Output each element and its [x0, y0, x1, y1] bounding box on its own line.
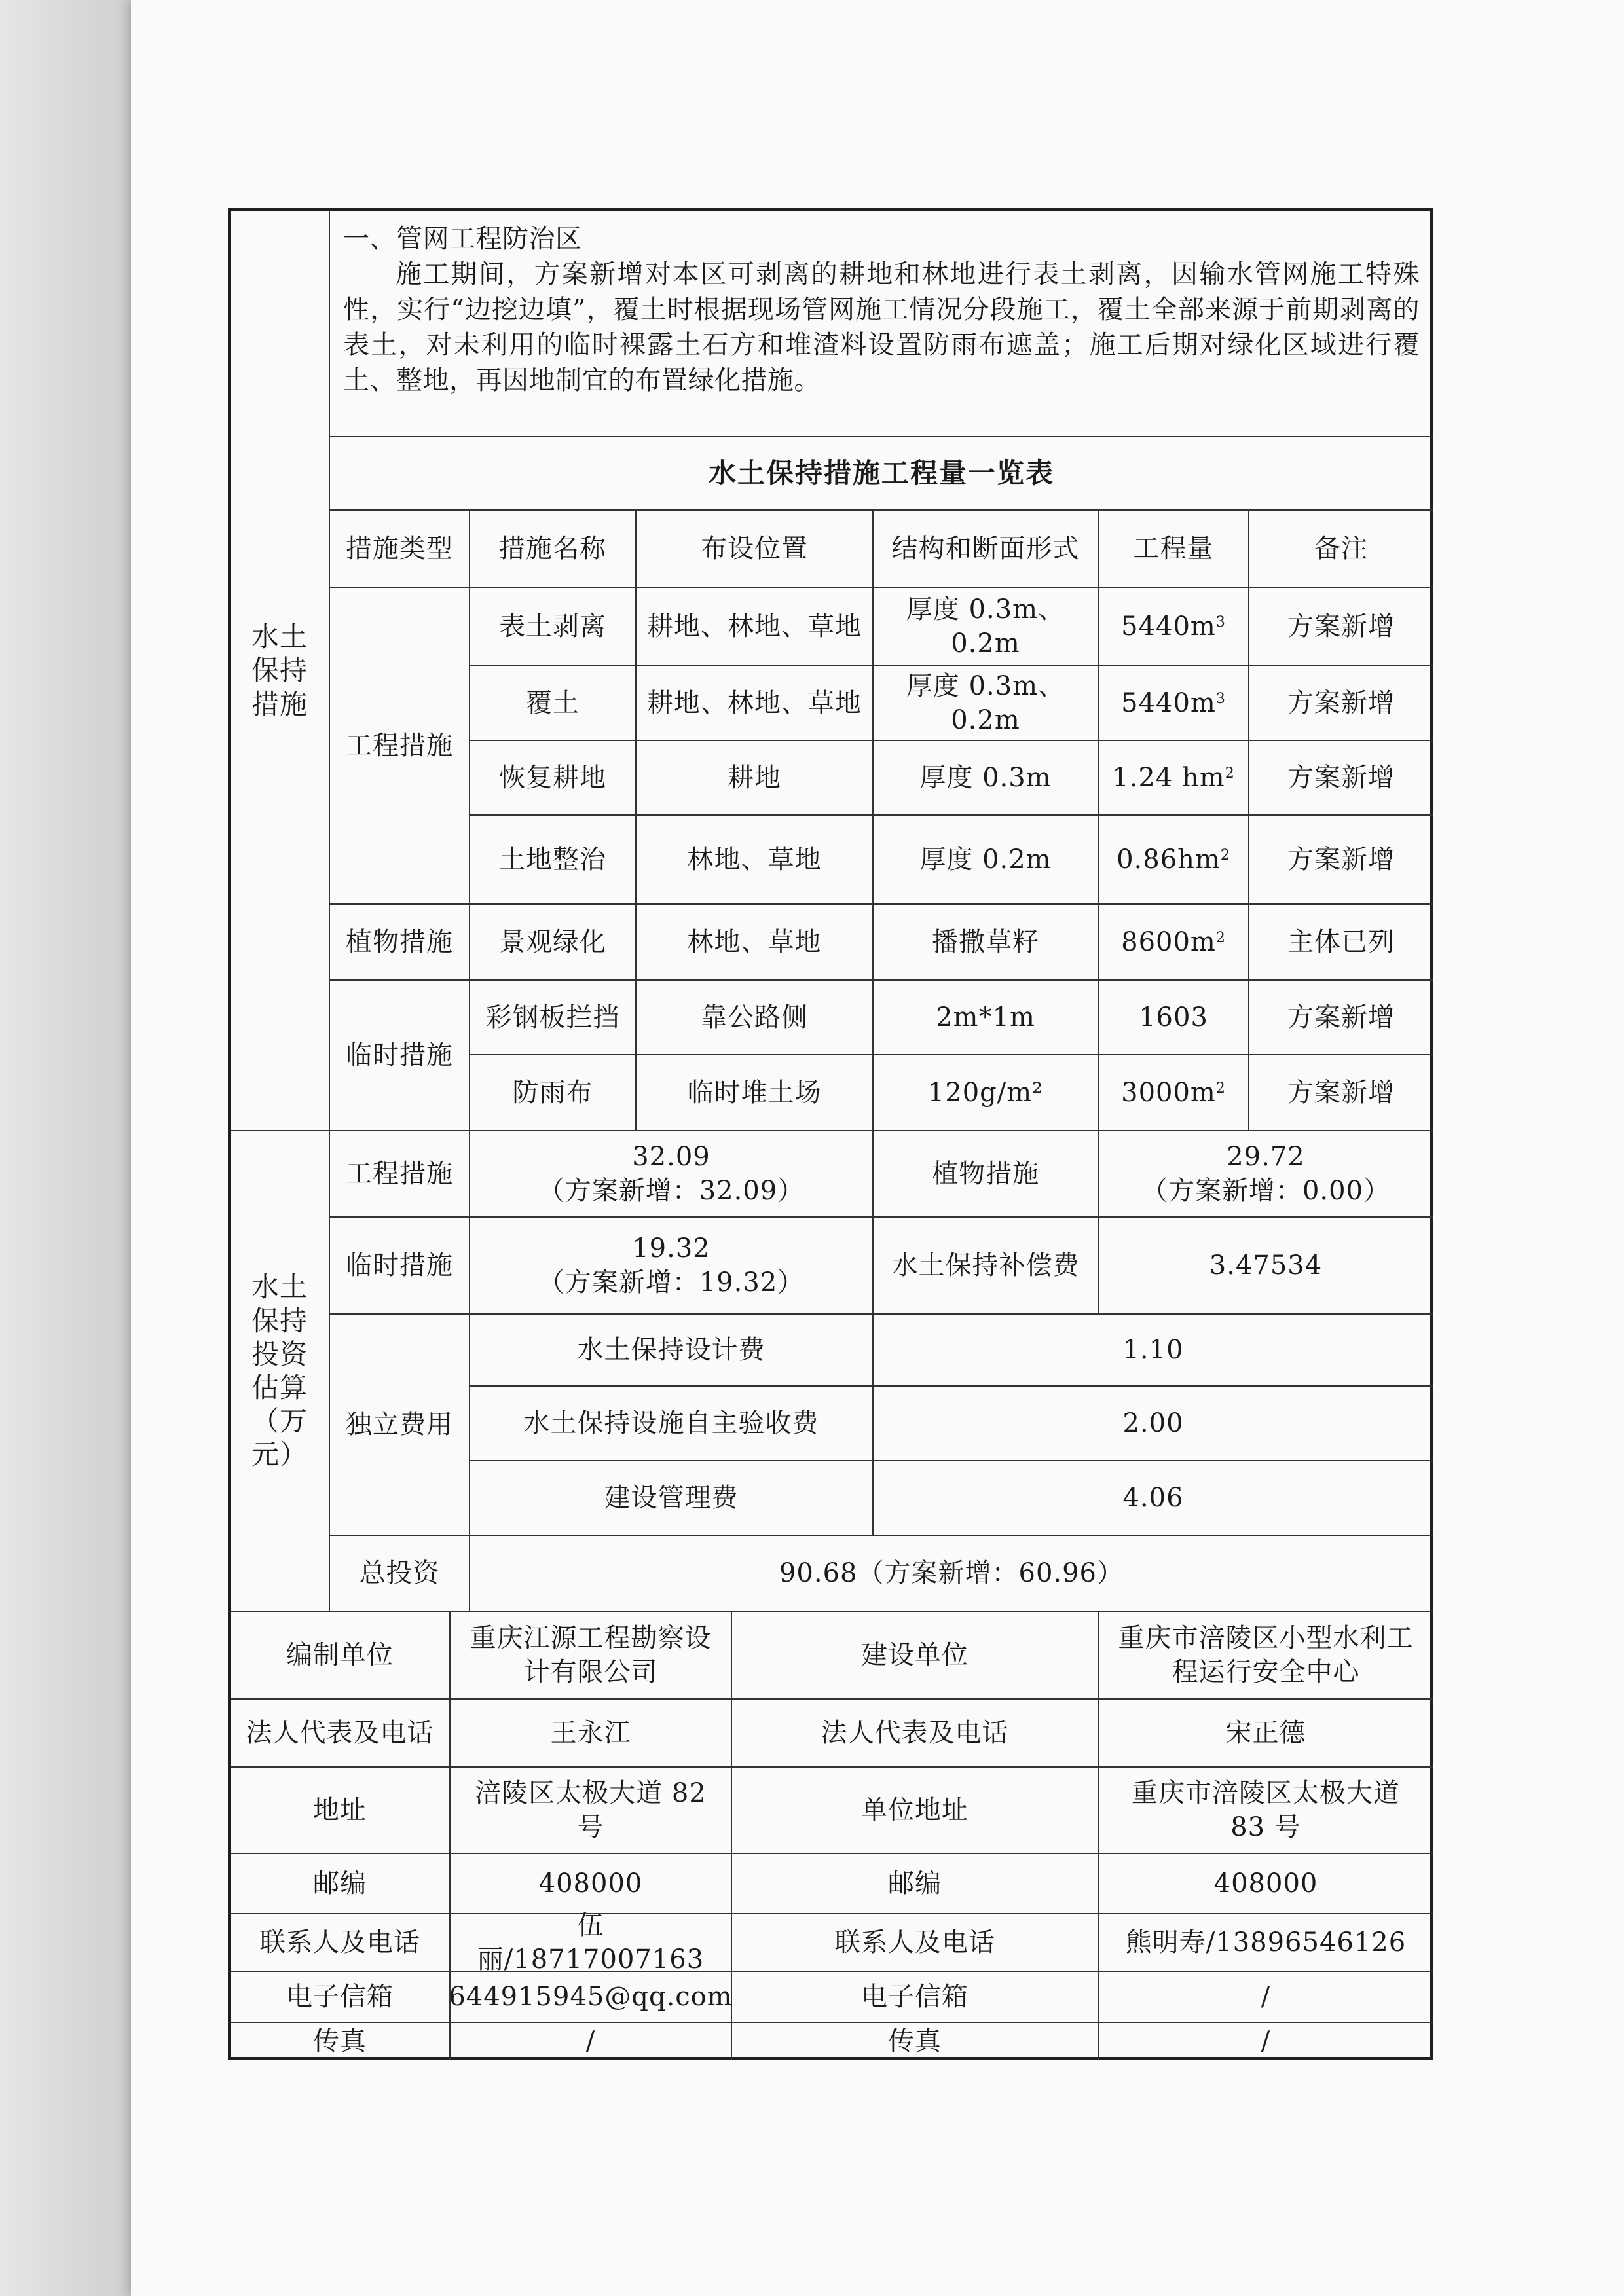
inv-independent-value-1: 2.00	[874, 1387, 1433, 1461]
measure-qty-0	[1099, 588, 1249, 666]
contact-r-value-0: 重庆市涪陵区小型水利工程运行安全中心	[1099, 1612, 1433, 1700]
measure-location-text: 林地、草地	[687, 845, 822, 875]
measure-name-2	[470, 741, 637, 816]
inv-plant-value	[1099, 1131, 1433, 1218]
measure-location-4	[637, 905, 874, 981]
measure-qty-unit-exponent: 2	[1215, 1080, 1226, 1097]
inv-plant-amount: 29.72	[1227, 1142, 1305, 1172]
inv-compensation-value: 3.47534	[1099, 1218, 1433, 1315]
measure-form-text: 120g/m²	[927, 1078, 1044, 1108]
inv-independent-name-2: 建设管理费	[470, 1461, 874, 1536]
inv-engineering-sub: （方案新增：32.09）	[538, 1176, 805, 1206]
measure-note-text: 方案新增	[1287, 845, 1395, 875]
measures-table-title: 水土保持措施工程量一览表	[330, 437, 1433, 511]
inv-independent-value-2: 4.06	[874, 1461, 1433, 1536]
header-type: 措施类型	[330, 511, 470, 588]
contact-r-value-3: 408000	[1099, 1854, 1433, 1914]
measure-qty-6	[1099, 1055, 1249, 1131]
measure-location-0	[637, 588, 874, 666]
measure-note-3	[1249, 816, 1433, 905]
inv-engineering-label: 工程措施	[330, 1131, 470, 1218]
measure-form-text: 厚度 0.2m	[919, 845, 1052, 875]
measure-qty-3	[1099, 816, 1249, 905]
measure-location-text: 林地、草地	[687, 927, 822, 957]
contact-r-label-2: 单位地址	[732, 1768, 1099, 1854]
measure-form-2	[874, 741, 1099, 816]
contact-l-value-1: 王永江	[451, 1700, 732, 1768]
contact-l-value-4: 伍丽/18717007163	[451, 1914, 732, 1972]
contact-l-label-3: 邮编	[231, 1854, 451, 1914]
measure-note-text: 方案新增	[1287, 763, 1395, 793]
contact-l-value-2: 涪陵区太极大道 82 号	[451, 1768, 732, 1854]
measure-form-text: 厚度 0.3m、0.2m	[906, 671, 1065, 735]
measure-form-3	[874, 816, 1099, 905]
measure-location-text: 耕地、林地、草地	[647, 611, 862, 642]
form-table	[228, 208, 1433, 2060]
inv-temporary-value	[470, 1218, 874, 1315]
measure-location-text: 靠公路侧	[701, 1002, 808, 1032]
measure-qty-text: 1603	[1139, 1002, 1208, 1032]
measure-qty-text: 5440m	[1121, 688, 1216, 718]
inv-independent-name-1: 水土保持设施自主验收费	[470, 1387, 874, 1461]
measure-qty-text: 8600m	[1121, 927, 1216, 957]
measure-note-text: 方案新增	[1287, 1078, 1395, 1108]
inv-total-value: 90.68（方案新增：60.96）	[470, 1536, 1433, 1612]
inv-temporary-sub: （方案新增：19.32）	[538, 1267, 805, 1298]
measure-name-1	[470, 666, 637, 741]
measure-name-6	[470, 1055, 637, 1131]
contact-l-value-0: 重庆江源工程勘察设计有限公司	[451, 1612, 732, 1700]
contact-r-value-4: 熊明寿/13896546126	[1099, 1914, 1433, 1972]
page-binding-edge	[0, 0, 131, 2296]
contact-l-value-6: /	[451, 2023, 732, 2060]
measure-qty-text: 5440m	[1121, 611, 1216, 642]
inv-engineering-value	[470, 1131, 874, 1218]
intro-heading: 一、管网工程防治区	[343, 224, 582, 254]
measure-note-2	[1249, 741, 1433, 816]
measure-form-text: 厚度 0.3m、0.2m	[906, 594, 1065, 659]
measure-location-2	[637, 741, 874, 816]
measure-name-4	[470, 905, 637, 981]
measure-name-text: 土地整治	[499, 845, 606, 875]
measure-form-6	[874, 1055, 1099, 1131]
contact-r-label-6: 传真	[732, 2023, 1099, 2060]
measure-note-text: 主体已列	[1287, 927, 1395, 957]
inv-independent-value-0: 1.10	[874, 1315, 1433, 1387]
contact-r-label-3: 邮编	[732, 1854, 1099, 1914]
inv-plant-sub: （方案新增：0.00）	[1141, 1176, 1391, 1206]
measure-note-text: 方案新增	[1287, 611, 1395, 642]
measure-location-5	[637, 981, 874, 1055]
measure-qty-unit-exponent: 2	[1220, 847, 1230, 864]
contact-r-label-0: 建设单位	[732, 1612, 1099, 1700]
measure-qty-1	[1099, 666, 1249, 741]
measure-location-text: 耕地	[728, 763, 781, 793]
measure-qty-text: 3000m	[1121, 1078, 1216, 1108]
header-form: 结构和断面形式	[874, 511, 1099, 588]
measure-note-text: 方案新增	[1287, 1002, 1395, 1032]
intro-paragraph: 施工期间，方案新增对本区可剥离的耕地和林地进行表土剥离，因输水管网施工特殊性，实行“边挖边填”，覆土时根据现场管网施工情况分段施工，覆土全部来源于前期剥离的表土，对未利用的临时裸露土石方和堆渣料设置防雨布遮盖；施工后期对绿化区域进行覆土、整地，再因地制宜的布置绿化措施。	[343, 259, 1420, 395]
measure-location-6	[637, 1055, 874, 1131]
contact-r-value-5: /	[1099, 1972, 1433, 2023]
measure-note-text: 方案新增	[1287, 688, 1395, 718]
measure-form-text: 2m*1m	[936, 1002, 1035, 1032]
left-label-measures: 水土 保持 措施	[231, 211, 330, 1131]
measure-name-text: 彩钢板拦挡	[485, 1002, 620, 1032]
contact-l-label-1: 法人代表及电话	[231, 1700, 451, 1768]
measure-qty-2	[1099, 741, 1249, 816]
measure-qty-unit-exponent: 2	[1215, 929, 1226, 946]
measure-name-0	[470, 588, 637, 666]
group-plant: 植物措施	[330, 905, 470, 981]
header-location: 布设位置	[637, 511, 874, 588]
contact-l-label-4: 联系人及电话	[231, 1914, 451, 1972]
measure-name-text: 防雨布	[512, 1078, 593, 1108]
header-note: 备注	[1249, 511, 1433, 588]
measure-name-3	[470, 816, 637, 905]
contact-l-value-3: 408000	[451, 1854, 732, 1914]
inv-temporary-label: 临时措施	[330, 1218, 470, 1315]
measure-note-0	[1249, 588, 1433, 666]
measure-note-6	[1249, 1055, 1433, 1131]
measure-qty-5	[1099, 981, 1249, 1055]
measure-form-5	[874, 981, 1099, 1055]
measure-form-text: 厚度 0.3m	[919, 763, 1052, 793]
measure-note-5	[1249, 981, 1433, 1055]
header-name: 措施名称	[470, 511, 637, 588]
group-engineering: 工程措施	[330, 588, 470, 905]
group-temporary: 临时措施	[330, 981, 470, 1131]
measure-qty-unit-exponent: 3	[1215, 690, 1226, 707]
measure-qty-unit-exponent: 2	[1225, 765, 1235, 782]
measure-name-text: 景观绿化	[499, 927, 606, 957]
contact-l-label-6: 传真	[231, 2023, 451, 2060]
contact-r-value-2: 重庆市涪陵区太极大道 83 号	[1099, 1768, 1433, 1854]
measure-qty-unit-exponent: 3	[1215, 613, 1226, 630]
measure-form-1	[874, 666, 1099, 741]
inv-compensation-label: 水土保持补偿费	[874, 1218, 1099, 1315]
measure-location-1	[637, 666, 874, 741]
contact-r-value-6: /	[1261, 2026, 1271, 2056]
measure-location-text: 耕地、林地、草地	[647, 688, 862, 718]
inv-total-label: 总投资	[330, 1536, 470, 1612]
measure-location-3	[637, 816, 874, 905]
measure-name-text: 覆土	[526, 688, 580, 718]
measure-note-4	[1249, 905, 1433, 981]
inv-independent-name-0: 水土保持设计费	[470, 1315, 874, 1387]
inv-independent-label: 独立费用	[330, 1315, 470, 1536]
measure-location-text: 临时堆土场	[687, 1078, 822, 1108]
contact-r-label-1: 法人代表及电话	[732, 1700, 1099, 1768]
measure-qty-4	[1099, 905, 1249, 981]
contact-l-label-0: 编制单位	[231, 1612, 451, 1700]
measure-qty-text: 1.24 hm	[1112, 763, 1225, 793]
header-qty: 工程量	[1099, 511, 1249, 588]
contact-r-label-5: 电子信箱	[732, 1972, 1099, 2023]
contact-l-label-5: 电子信箱	[231, 1972, 451, 2023]
contact-l-label-2: 地址	[231, 1768, 451, 1854]
measure-form-4	[874, 905, 1099, 981]
measure-name-5	[470, 981, 637, 1055]
measure-name-text: 表土剥离	[499, 611, 606, 642]
contact-r-label-4: 联系人及电话	[732, 1914, 1099, 1972]
left-label-investment: 水土 保持 投资 估算 （万 元）	[231, 1131, 330, 1612]
inv-temporary-amount: 19.32	[632, 1233, 710, 1264]
contact-l-value-5: 644915945@qq.com	[451, 1972, 732, 2023]
intro-section	[330, 211, 1433, 437]
measure-form-text: 播撒草籽	[932, 927, 1039, 957]
contact-r-value-1: 宋正德	[1099, 1700, 1433, 1768]
measure-qty-text: 0.86hm	[1116, 845, 1221, 875]
inv-engineering-amount: 32.09	[632, 1142, 710, 1172]
inv-plant-label: 植物措施	[874, 1131, 1099, 1218]
measure-form-0	[874, 588, 1099, 666]
measure-note-1	[1249, 666, 1433, 741]
measure-name-text: 恢复耕地	[499, 763, 606, 793]
